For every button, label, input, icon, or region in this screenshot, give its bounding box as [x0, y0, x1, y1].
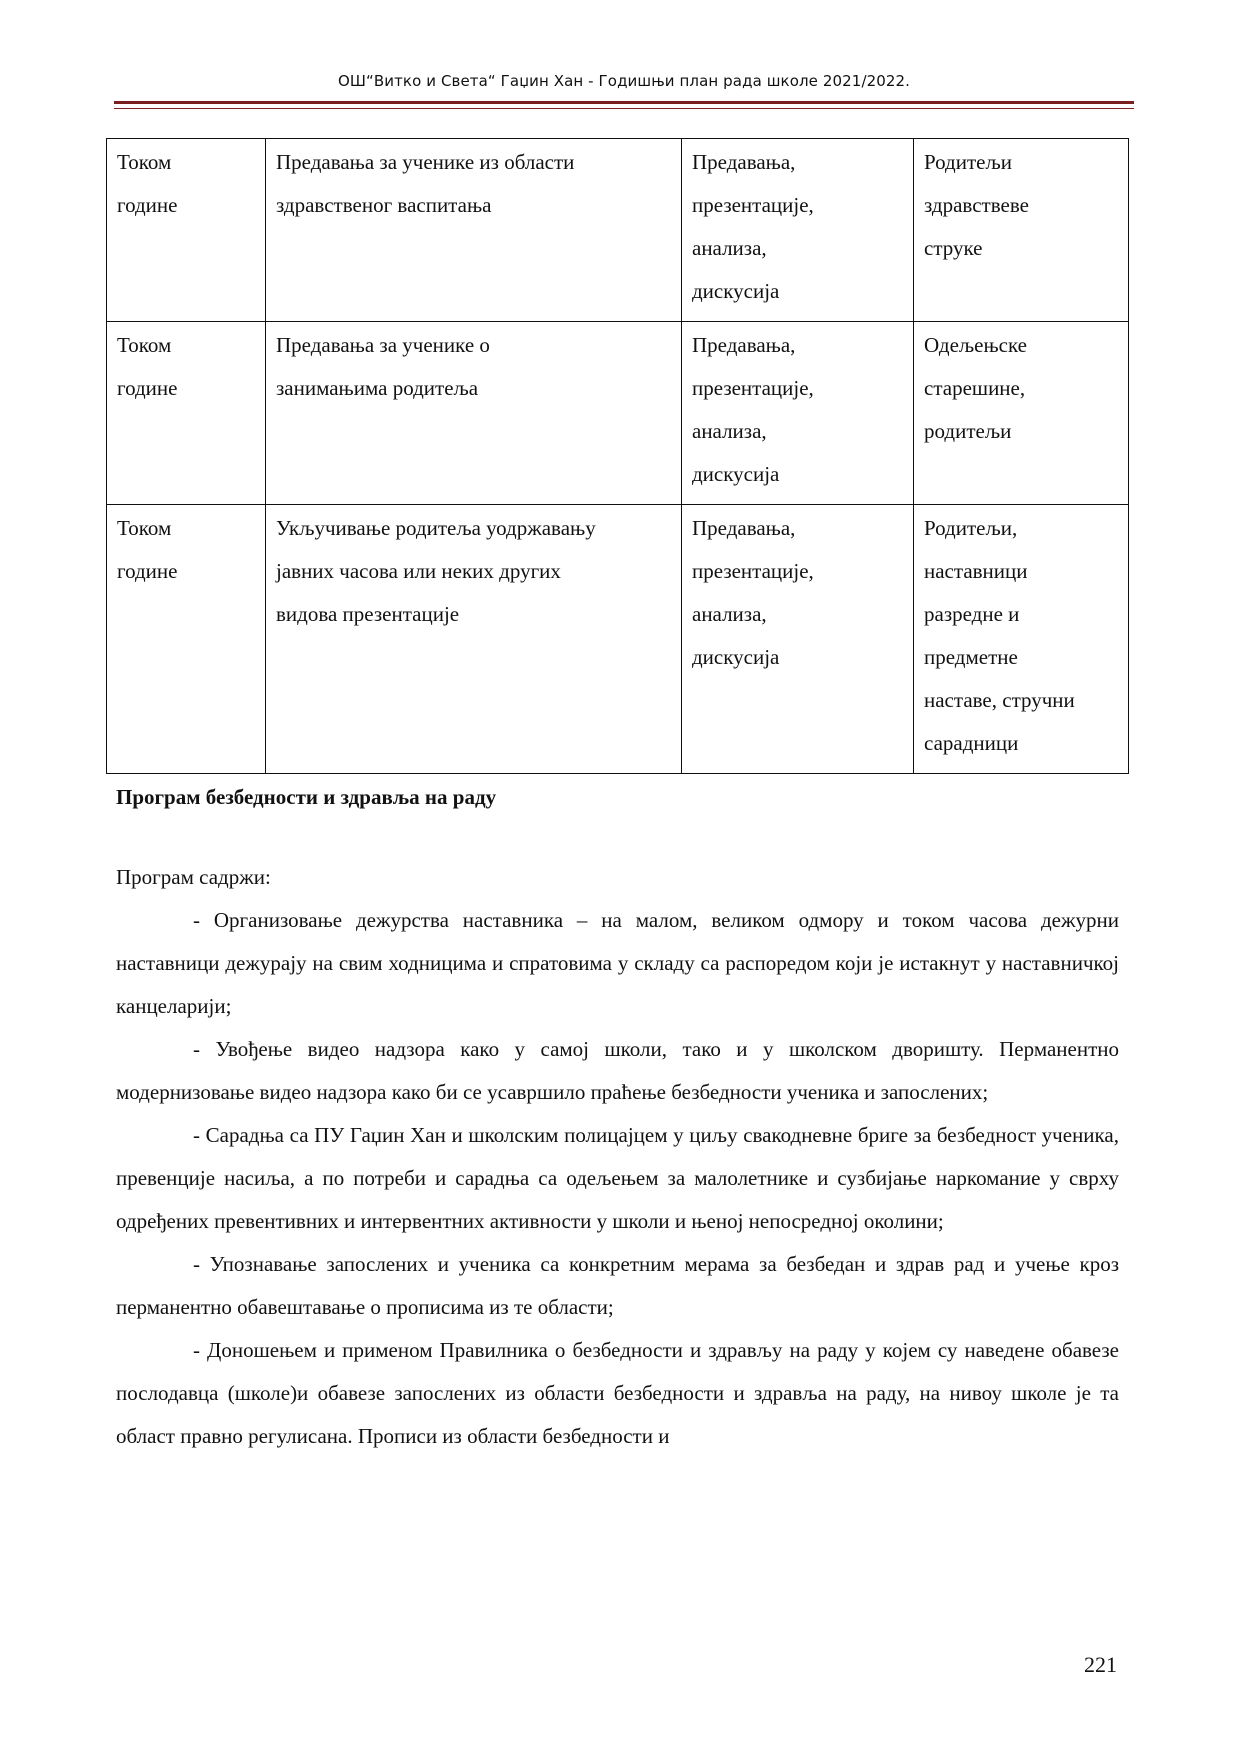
activity-table — [106, 138, 1129, 774]
activity-cell — [266, 505, 682, 774]
cell-line: године — [117, 559, 178, 583]
list-item: - Организовање дежурства наставника – на малом, великом одмору и током часова дежурни наставници дежурају на свим ходницима и спратовима у складу са распоредом који је истакнут у наставничкој канцеларији; — [116, 908, 1119, 1018]
cell-line: дискусија — [692, 279, 780, 303]
list-item: - Упознавање запослених и ученика са конкретним мерама за безбедан и здрав рад и учење кроз перманентно обавештавање о прописима из те области; — [116, 1252, 1119, 1319]
cell-line: Родитељи, — [924, 516, 1018, 540]
section-heading: Програм безбедности и здравља на раду — [116, 785, 497, 809]
cell-line: Предавања за ученике из области — [276, 150, 575, 174]
list-item: - Сарадња са ПУ Гаџин Хан и школским полицајцем у циљу свакодневне бриге за безбедност ученика, превенције насиља, а по потреби и сарадња са одељењем за малолетнике и сузбијање наркомание у сврху одређених превентивних и интервентних активности у школи и њеној непосредној околини; — [116, 1123, 1119, 1233]
cell-line: Током — [117, 516, 172, 540]
cell-line: наставе, стручни — [924, 688, 1075, 712]
cell-line: Укључивање родитеља уодржавању — [276, 516, 596, 540]
time-cell — [107, 505, 266, 774]
time-cell — [107, 139, 266, 322]
cell-line: анализа, — [692, 602, 767, 626]
section-body — [116, 856, 1119, 1458]
header-rule-thin — [114, 108, 1134, 109]
cell-line: старешине, — [924, 376, 1026, 400]
cell-line: презентације, — [692, 193, 814, 217]
cell-line: здравствеве — [924, 193, 1029, 217]
cell-line: занимањима родитеља — [276, 376, 479, 400]
table-row — [107, 139, 1129, 322]
methods-cell — [682, 322, 914, 505]
cell-line: дискусија — [692, 462, 780, 486]
activity-cell — [266, 322, 682, 505]
cell-line: Предавања, — [692, 150, 796, 174]
cell-line: Предавања, — [692, 516, 796, 540]
cell-line: јавних часова или неких других — [276, 559, 561, 583]
table-row — [107, 322, 1129, 505]
cell-line: презентације, — [692, 376, 814, 400]
holders-cell — [914, 322, 1129, 505]
intro-paragraph: Програм садржи: — [116, 865, 271, 889]
table-row — [107, 505, 1129, 774]
cell-line: Током — [117, 150, 172, 174]
cell-line: видова презентације — [276, 602, 460, 626]
cell-line: анализа, — [692, 419, 767, 443]
cell-line: здравственог васпитања — [276, 193, 492, 217]
cell-line: године — [117, 193, 178, 217]
cell-line: дискусија — [692, 645, 780, 669]
cell-line: Одељењске — [924, 333, 1027, 357]
cell-line: Предавања, — [692, 333, 796, 357]
cell-line: наставници — [924, 559, 1028, 583]
activity-cell — [266, 139, 682, 322]
methods-cell — [682, 505, 914, 774]
cell-line: Родитељи — [924, 150, 1012, 174]
holders-cell — [914, 505, 1129, 774]
cell-line: презентације, — [692, 559, 814, 583]
header-rule — [114, 101, 1134, 104]
holders-cell — [914, 139, 1129, 322]
cell-line: родитељи — [924, 419, 1012, 443]
methods-cell — [682, 139, 914, 322]
cell-line: сарадници — [924, 731, 1019, 755]
cell-line: Предавања за ученике о — [276, 333, 490, 357]
time-cell — [107, 322, 266, 505]
cell-line: предметне — [924, 645, 1018, 669]
activity-table-body — [107, 139, 1129, 774]
cell-line: струке — [924, 236, 983, 260]
cell-line: године — [117, 376, 178, 400]
cell-line: анализа, — [692, 236, 767, 260]
list-item: - Доношењем и применом Правилника о безбедности и здрављу на раду у којем су наведене обавезе послодавца (школе)и обавезе запослених из области безбедности и здравља на раду, на нивоу школе је та област правно регулисана. Прописи из области безбедности и — [116, 1338, 1119, 1448]
cell-line: Током — [117, 333, 172, 357]
cell-line: разредне и — [924, 602, 1020, 626]
list-item: - Увођење видео надзора како у самој школи, тако и у школском дворишту. Перманентно модернизовање видео надзора како би се усавршило праћење безбедности ученика и запослених; — [116, 1037, 1119, 1104]
running-header: ОШ“Витко и Света“ Гаџин Хан - Годишњи план рада школе 2021/2022. — [337, 72, 911, 90]
page-number: 221 — [1084, 1652, 1117, 1677]
